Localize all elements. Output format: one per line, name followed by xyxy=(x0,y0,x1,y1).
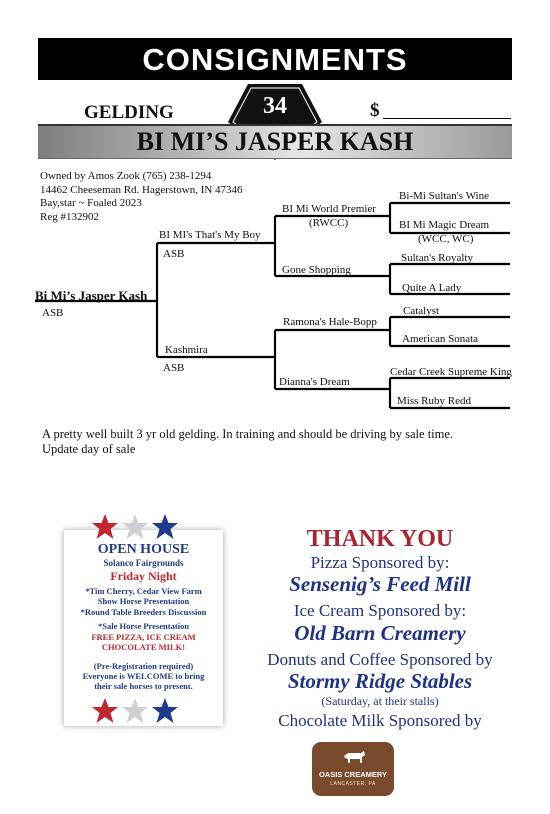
pedigree-ss: BI Mi World Premier xyxy=(282,203,376,215)
open-house-item: *Tim Cherry, Cedar View Farm xyxy=(85,586,202,596)
price-symbol: $ xyxy=(370,100,380,121)
oasis-creamery-logo xyxy=(312,742,394,796)
cow-icon xyxy=(342,750,366,764)
horse-type: GELDING xyxy=(84,102,174,123)
stars-bottom-icon xyxy=(90,696,190,726)
address-line: 14462 Cheeseman Rd. Hagerstown, IN 47346 xyxy=(40,183,243,196)
registration-line: Reg #132902 xyxy=(40,210,99,223)
sponsor-label: Ice Cream Sponsored by: xyxy=(293,601,467,620)
logo-name: OASIS CREAMERY xyxy=(318,770,388,779)
pedigree-dd: Dianna's Dream xyxy=(279,376,350,388)
description-line: A pretty well built 3 yr old gelding. In training and should be driving by sale time. xyxy=(42,427,454,441)
lot-number: 34 xyxy=(263,93,287,119)
ssd-note: (WCC, WC) xyxy=(418,233,474,245)
welcome-line: Everyone is WELCOME to bring xyxy=(82,671,205,681)
sponsor-label: Chocolate Milk Sponsored by xyxy=(278,711,482,730)
pedigree-dds: Cedar Creek Supreme King xyxy=(390,366,512,378)
sponsor-note: (Saturday, at their stalls) xyxy=(321,694,439,708)
open-house-night: Friday Night xyxy=(110,569,177,583)
pedigree-sdd: Quite A Lady xyxy=(402,282,462,294)
ss-note: (RWCC) xyxy=(309,217,349,229)
pedigree-sds: Sultan's Royalty xyxy=(401,252,473,264)
sire-reg: ASB xyxy=(163,248,185,260)
pedigree-ddd: Miss Ruby Redd xyxy=(397,395,471,407)
pedigree-sire: BI MI's That's My Boy xyxy=(159,229,261,241)
sponsor-label: Donuts and Coffee Sponsored by xyxy=(267,650,493,669)
logo-place: LANCASTER, PA xyxy=(330,781,376,787)
pedigree-dsd: American Sonata xyxy=(402,333,479,345)
free-food-line: FREE PIZZA, ICE CREAM xyxy=(91,632,196,642)
subject-reg: ASB xyxy=(42,307,64,319)
pedigree-ds: Ramona's Hale-Bopp xyxy=(283,316,377,328)
open-house-title: OPEN HOUSE xyxy=(97,542,190,557)
pedigree-ssd: BI Mi Magic Dream xyxy=(399,219,490,231)
dam-reg: ASB xyxy=(163,362,185,374)
description-line: Update day of sale xyxy=(42,442,136,456)
open-house-item: *Round Table Breeders Discussion xyxy=(80,607,207,617)
consignments-banner: CONSIGNMENTS xyxy=(38,38,512,80)
open-house-location: Solanco Fairgrounds xyxy=(103,558,184,568)
sponsor-label: Pizza Sponsored by: xyxy=(310,553,450,572)
color-foaled-line: Bay,star ~ Foaled 2023 xyxy=(40,197,142,209)
pedigree-sss: Bi-Mi Sultan's Wine xyxy=(399,190,489,202)
stars-top-icon xyxy=(90,512,190,542)
sponsor-name: Sensenig’s Feed Mill xyxy=(289,572,471,596)
thank-you-title: THANK YOU xyxy=(306,526,454,552)
pedigree-subject: Bi Mi’s Jasper Kash xyxy=(35,288,148,303)
prereg-note: (Pre-Registration required) xyxy=(93,661,194,671)
horse-name: BI MI’S JASPER KASH xyxy=(136,127,414,156)
open-house-item: *Sale Horse Presentation xyxy=(98,621,189,631)
pedigree-dss: Catalyst xyxy=(403,305,440,317)
owner-line: Owned by Amos Zook (765) 238-1294 xyxy=(40,170,212,182)
description xyxy=(42,427,512,457)
pedigree-sd: Gone Shopping xyxy=(282,264,351,276)
sponsor-name: Old Barn Creamery xyxy=(294,621,466,645)
pedigree-dam: Kashmira xyxy=(165,344,208,356)
sponsor-name: Stormy Ridge Stables xyxy=(287,669,473,693)
free-food-line: CHOCOLATE MILK! xyxy=(101,642,186,652)
open-house-item: Show Horse Presentation xyxy=(97,596,190,606)
welcome-line: their sale horses to present. xyxy=(94,681,193,691)
